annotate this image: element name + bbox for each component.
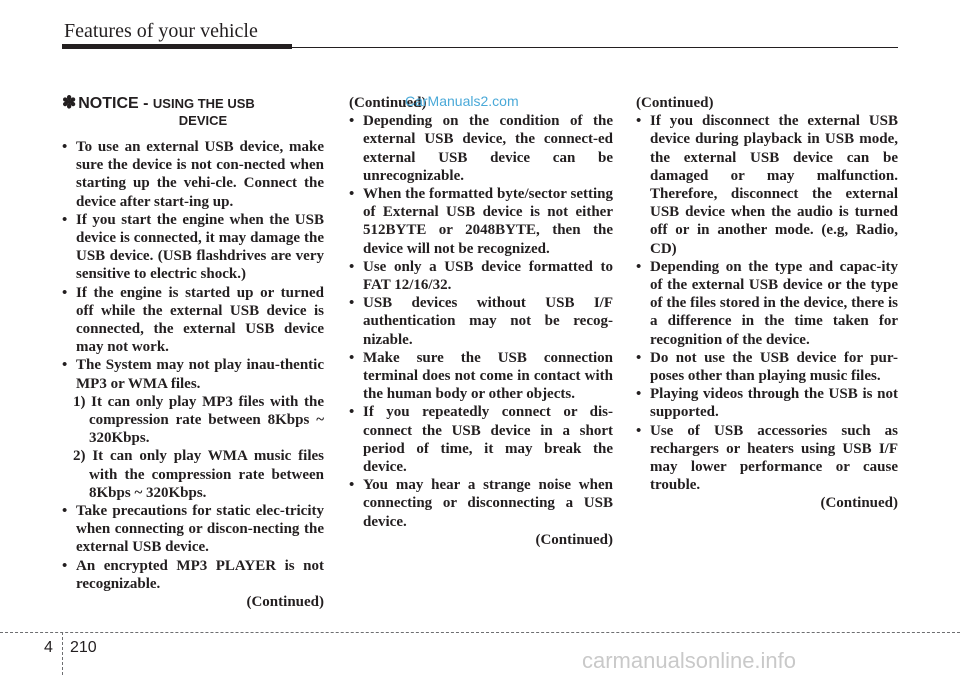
notice-heading bbox=[62, 94, 324, 113]
page-number: 210 bbox=[70, 639, 97, 656]
sub-list-item: 1) It can only play MP3 files with the compression rate between 8Kbps ~ 320Kbps. bbox=[73, 393, 324, 447]
notice-subheading-1: USING THE USB bbox=[152, 96, 255, 111]
list-item: • USB devices without USB I/F authentication may not be recog-nizable. bbox=[349, 294, 613, 349]
column-2 bbox=[349, 94, 613, 549]
list-item: • If the engine is started up or turned off while the external USB device is connected, the external USB device may not work. bbox=[62, 284, 324, 357]
continued-label: (Continued) bbox=[246, 594, 324, 611]
list-item: • You may hear a strange noise when connecting or disconnecting a USB device. bbox=[349, 476, 613, 531]
list-item: • The System may not play inau-thentic MP3 or WMA files. bbox=[62, 356, 324, 392]
list-item: • Playing videos through the USB is not supported. bbox=[636, 385, 898, 421]
list-item: • Use only a USB device formatted to FAT 12/16/32. bbox=[349, 258, 613, 294]
continued-heading: (Continued) bbox=[636, 95, 714, 111]
site-watermark: carmanualsonline.info bbox=[582, 648, 797, 673]
list-item: • An encrypted MP3 PLAYER is not recognizable. bbox=[62, 557, 324, 593]
list-item: • Do not use the USB device for pur-poses other than playing music files. bbox=[636, 349, 898, 385]
list-item: • If you start the engine when the USB device is connected, it may damage the USB device. (USB flashdrives are very sensitive to electric shock.) bbox=[62, 211, 324, 284]
footer-divider bbox=[62, 632, 63, 675]
list-item: • Depending on the condition of the external USB device, the connect-ed external USB device can be unrecognizable. bbox=[349, 112, 613, 185]
chapter-number: 4 bbox=[44, 639, 53, 656]
list-item: • Make sure the USB connection terminal does not come in contact with the human body or other objects. bbox=[349, 349, 613, 404]
list-item: • Take precautions for static elec-tricity when connecting or discon-necting the external USB device. bbox=[62, 502, 324, 557]
list-item: • If you repeatedly connect or dis-connect the USB device in a short period of time, it may break the device. bbox=[349, 403, 613, 476]
list-item: • Depending on the type and capac-ity of the external USB device or the type of the files stored in the device, there is a difference in the time taken for recognition of the device. bbox=[636, 258, 898, 349]
list-item: • Use of USB accessories such as rechargers or heaters using USB I/F may lower performance or cause trouble. bbox=[636, 422, 898, 495]
column-3 bbox=[636, 94, 898, 513]
notice-subheading-2: DEVICE bbox=[178, 113, 228, 128]
footer-rule bbox=[0, 632, 960, 633]
list-item: • If you disconnect the external USB device during playback in USB mode, the external USB device can be damaged or may malfunction. Therefore, disconnect the external USB device when the audio is turned off or in another mode. (e.g, Radio, CD) bbox=[636, 112, 898, 258]
continued-label: (Continued) bbox=[535, 531, 613, 548]
list-item: • To use an external USB device, make sure the device is not con-nected when starting up the vehi-cle. Connect the device after start-ing up. bbox=[62, 138, 324, 211]
watermark-link[interactable]: CarManuals2.com bbox=[405, 93, 519, 109]
column-1 bbox=[62, 94, 324, 611]
page-header-title: Features of your vehicle bbox=[64, 20, 258, 42]
list-item: • When the formatted byte/sector setting of External USB device is not either 512BYTE or 2048BYTE, then the device will not be recognized. bbox=[349, 185, 613, 258]
continued-heading: (Continued) bbox=[349, 95, 427, 111]
header-rule bbox=[62, 47, 898, 48]
notice-marker-icon: ✽ bbox=[62, 93, 77, 112]
continued-label: (Continued) bbox=[820, 495, 898, 512]
notice-label: NOTICE - bbox=[78, 95, 149, 112]
sub-list-item: 2) It can only play WMA music files with the compression rate between 8Kbps ~ 320Kbps. bbox=[73, 448, 324, 501]
